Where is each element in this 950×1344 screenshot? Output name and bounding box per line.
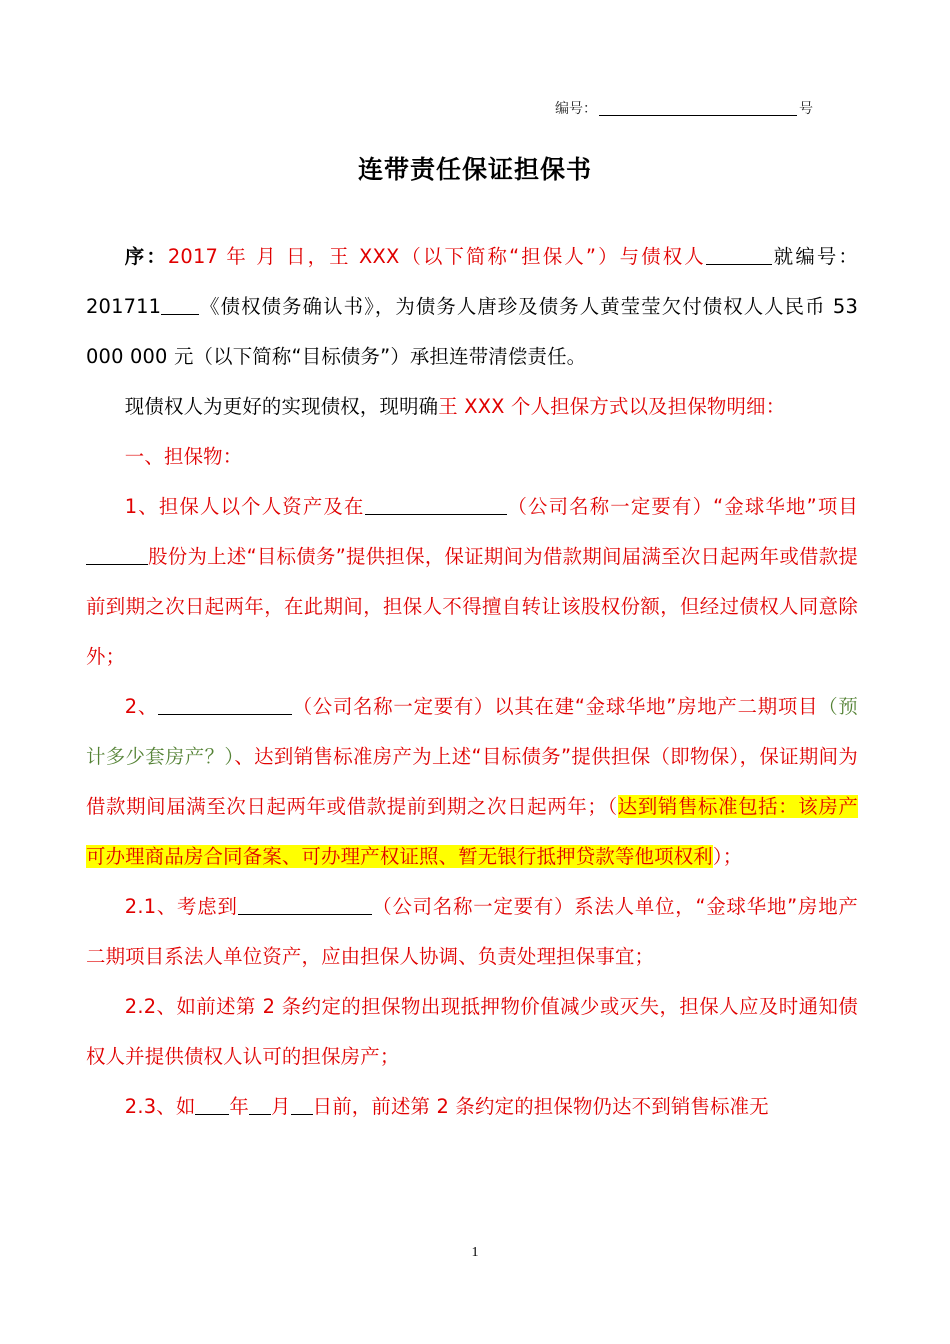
- preface-label: 序：: [124, 245, 168, 268]
- item-2-text-b: （公司名称一定要有）以其在建“金球华地”房地产二期项目: [292, 695, 819, 718]
- item-2-1-paragraph: [86, 882, 858, 982]
- serial-blank: [599, 101, 797, 116]
- item-1-text-c: 股份为上述“目标债务”提供担保，保证期间为借款期间届满至次日起两年或借款提前到期之次日起两年，在此期间，担保人不得擅自转让该股权份额，但经过债权人同意除外；: [86, 545, 858, 668]
- item-1-text-a: 1、担保人以个人资产及在: [124, 495, 365, 518]
- section-heading-collateral: 一、担保物：: [124, 445, 243, 468]
- intro-paragraph: [86, 382, 858, 432]
- item-1-paragraph: [86, 482, 858, 682]
- item-2-3-year: 年: [229, 1095, 250, 1118]
- contract-no-blank: [161, 294, 199, 315]
- serial-label: 编号：: [555, 101, 597, 117]
- preface-contract-no: 就编号：201711: [86, 245, 858, 318]
- item-2-note: （预计多少套房产？）: [86, 695, 858, 768]
- page-number: 1: [471, 1245, 479, 1260]
- share-blank: [86, 544, 148, 565]
- item-2-3-month: 月: [271, 1095, 291, 1118]
- company-blank-1: [365, 494, 507, 515]
- item-2-2-paragraph: 2.2、如前述第 2 条约定的担保物出现抵押物价值减少或灭失，担保人应及时通知债权人并提供债权人认可的担保房产；: [86, 995, 858, 1068]
- creditor-blank: [706, 244, 772, 265]
- document-title: 连带责任保证担保书: [357, 155, 592, 184]
- company-blank-3: [238, 894, 372, 915]
- item-2-text-c: 、达到销售标准房产为上述“目标债务”提供担保（即物保），保证期间为借款期间届满至次日起两年或借款提前到期之次日起两年；（: [86, 745, 858, 818]
- item-2-paragraph: [86, 682, 858, 882]
- item-2-3-paragraph: [86, 1082, 858, 1132]
- item-2-1-text-a: 2.1、考虑到: [124, 895, 238, 918]
- item-2-highlight: 达到销售标准包括：该房产可办理商品房合同备案、可办理产权证照、暂无银行抵押贷款等他项权利: [86, 795, 858, 868]
- serial-number-line: [555, 98, 835, 118]
- intro-text: 现债权人为更好的实现债权，现明确: [124, 395, 439, 418]
- document-body: [86, 232, 858, 1132]
- serial-suffix: 号: [799, 101, 813, 117]
- preface-date-guarantor: 2017 年 月 日，王 XXX（以下简称“担保人”）与债权人: [167, 245, 706, 268]
- day-blank: [291, 1094, 313, 1115]
- company-blank-2: [158, 694, 292, 715]
- item-2-text-d: ）；: [712, 845, 743, 868]
- item-1-text-b: （公司名称一定要有）“金球华地”项目: [506, 495, 858, 518]
- item-2-1-text-b: （公司名称一定要有）系法人单位，“金球华地”房地产二期项目系法人单位资产，应由担保人协调、负责处理担保事宜；: [86, 895, 858, 968]
- item-2-3-text-b: 日前，前述第 2 条约定的担保物仍达不到销售标准无: [312, 1095, 769, 1118]
- year-blank: [195, 1094, 229, 1115]
- item-2-3-text-a: 2.3、如: [124, 1095, 196, 1118]
- preface-debt-text: 《债权债务确认书》，为债务人唐珍及债务人黄莹莹欠付债权人人民币 53 000 000 元（以下简称“目标债务”）承担连带清偿责任。: [86, 295, 858, 368]
- preface-paragraph: [86, 232, 858, 382]
- item-2-text-a: 2、: [124, 695, 159, 718]
- month-blank: [249, 1094, 271, 1115]
- intro-red-text: 王 XXX 个人担保方式以及担保物明细：: [438, 395, 786, 418]
